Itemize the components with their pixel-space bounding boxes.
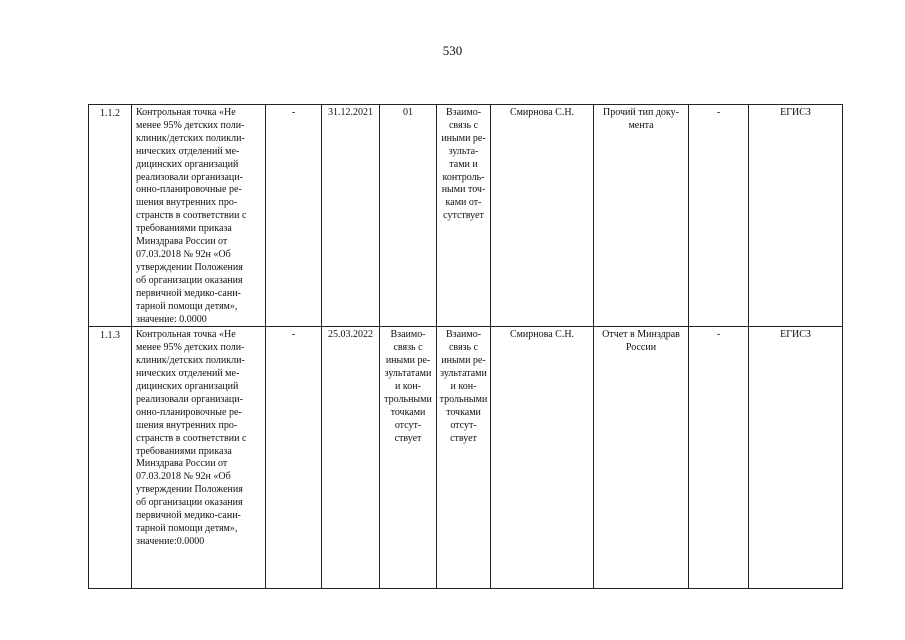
type-cell [380, 105, 437, 327]
document-type-cell [594, 327, 689, 589]
cell-line: и кон- [450, 381, 477, 393]
row-number: 1.1.2 [89, 105, 132, 327]
cell-line: нических отделений ме- [136, 145, 240, 157]
cell-line: Прочий тип доку- [603, 107, 679, 118]
cell-line: шения внутренних про- [136, 419, 238, 431]
cell-line: 07.03.2018 № 92н «Об [136, 248, 231, 260]
responsible-cell: Смирнова С.Н. [491, 327, 594, 589]
cell-line: Взаимо- [445, 107, 482, 118]
cell-line: Минздрава России от [136, 236, 228, 248]
cell-line: точками [390, 406, 426, 418]
cell-line: требованиями приказа [136, 445, 232, 457]
cell-line: связь с [393, 342, 423, 354]
cell-line: странств в соответствии с [136, 210, 247, 222]
cell-line: тами и [449, 158, 478, 170]
cell-line: зультатами [440, 368, 487, 380]
document-type-cell [594, 105, 689, 327]
cell-line: об организации оказания [136, 274, 243, 286]
cell-line: и кон- [395, 381, 421, 393]
description-cell [132, 327, 266, 589]
responsible-cell: Смирнова С.Н. [491, 105, 594, 327]
cell-line: связь с [448, 119, 479, 131]
date-cell: 31.12.2021 [322, 105, 380, 327]
table-row [89, 327, 843, 589]
cell-line: странств в соответствии с [136, 432, 247, 444]
cell-line: отсут- [450, 419, 477, 431]
cell-line: Минздрава России от [136, 458, 228, 470]
cell-line: мента [628, 119, 654, 131]
cell-line: тарной помощи детям», [136, 300, 238, 312]
cell-line: иными ре- [385, 355, 431, 367]
cell-line: Взаимо- [445, 329, 482, 341]
cell-line: дицинских организаций [136, 158, 239, 170]
cell-line: зульта- [448, 145, 479, 157]
dash-cell: - [689, 105, 749, 327]
table-row [89, 105, 843, 327]
cell-line: ками от- [445, 197, 482, 209]
cell-line: Отчет в Минздрав [602, 329, 680, 341]
cell-line: об организации оказания [136, 497, 243, 509]
relation-cell [437, 105, 491, 327]
relation-cell [437, 327, 491, 589]
cell-line: 07.03.2018 № 92н «Об [136, 471, 231, 483]
cell-line: онно-планировочные ре- [136, 406, 242, 418]
cell-line: Контрольная точка «Не [136, 329, 236, 341]
cell-line: ствует [450, 432, 477, 444]
cell-line: клиник/детских поликли- [136, 355, 245, 367]
dash-cell: - [266, 105, 322, 327]
cell-line: контроль- [442, 171, 485, 183]
cell-line: Контрольная точка «Не [136, 107, 236, 118]
cell-line: онно-планировочные ре- [136, 184, 242, 196]
cell-line: первичной медико-сани- [136, 287, 241, 299]
cell-line: отсут- [394, 419, 422, 431]
cell-line: нических отделений ме- [136, 368, 240, 380]
cell-line: первичной медико-сани- [136, 510, 241, 522]
cell-line: трольными [439, 393, 488, 405]
cell-line: значение: 0.0000 [136, 313, 207, 325]
control-points-table [88, 104, 843, 589]
cell-line: зультатами [384, 368, 432, 380]
cell-line: связь с [448, 342, 479, 354]
cell-line: России [625, 342, 657, 354]
cell-line: клиник/детских поликли- [136, 132, 245, 144]
cell-line: точками [446, 406, 481, 418]
type-cell [380, 327, 437, 589]
row-number: 1.1.3 [89, 327, 132, 589]
cell-line: сутствует [443, 210, 484, 222]
cell-line: Взаимо- [390, 329, 426, 341]
system-cell: ЕГИСЗ [749, 327, 843, 589]
cell-line: менее 95% детских поли- [136, 119, 245, 131]
cell-line: утверждении Положения [136, 261, 243, 273]
cell-line: шения внутренних про- [136, 197, 238, 209]
cell-line: тарной помощи детям», [136, 523, 238, 534]
page-number: 530 [442, 43, 463, 58]
date-cell: 25.03.2022 [322, 327, 380, 589]
cell-line: дицинских организаций [136, 381, 239, 393]
cell-line: 01 [403, 107, 413, 118]
cell-line: реализовали организаци- [136, 393, 243, 405]
cell-line: ствует [394, 432, 422, 444]
dash-cell: - [689, 327, 749, 589]
cell-line: реализовали организаци- [136, 171, 243, 183]
dash-cell: - [266, 327, 322, 589]
system-cell: ЕГИСЗ [749, 105, 843, 327]
cell-line: требованиями приказа [136, 223, 232, 235]
cell-line: иными ре- [441, 132, 486, 144]
cell-line: менее 95% детских поли- [136, 342, 245, 354]
cell-line: значение:0.0000 [136, 535, 205, 547]
cell-line: трольными [384, 393, 432, 405]
cell-line: ными точ- [441, 184, 486, 196]
cell-line: иными ре- [441, 355, 486, 367]
description-cell [132, 105, 266, 327]
cell-line: утверждении Положения [136, 484, 243, 496]
